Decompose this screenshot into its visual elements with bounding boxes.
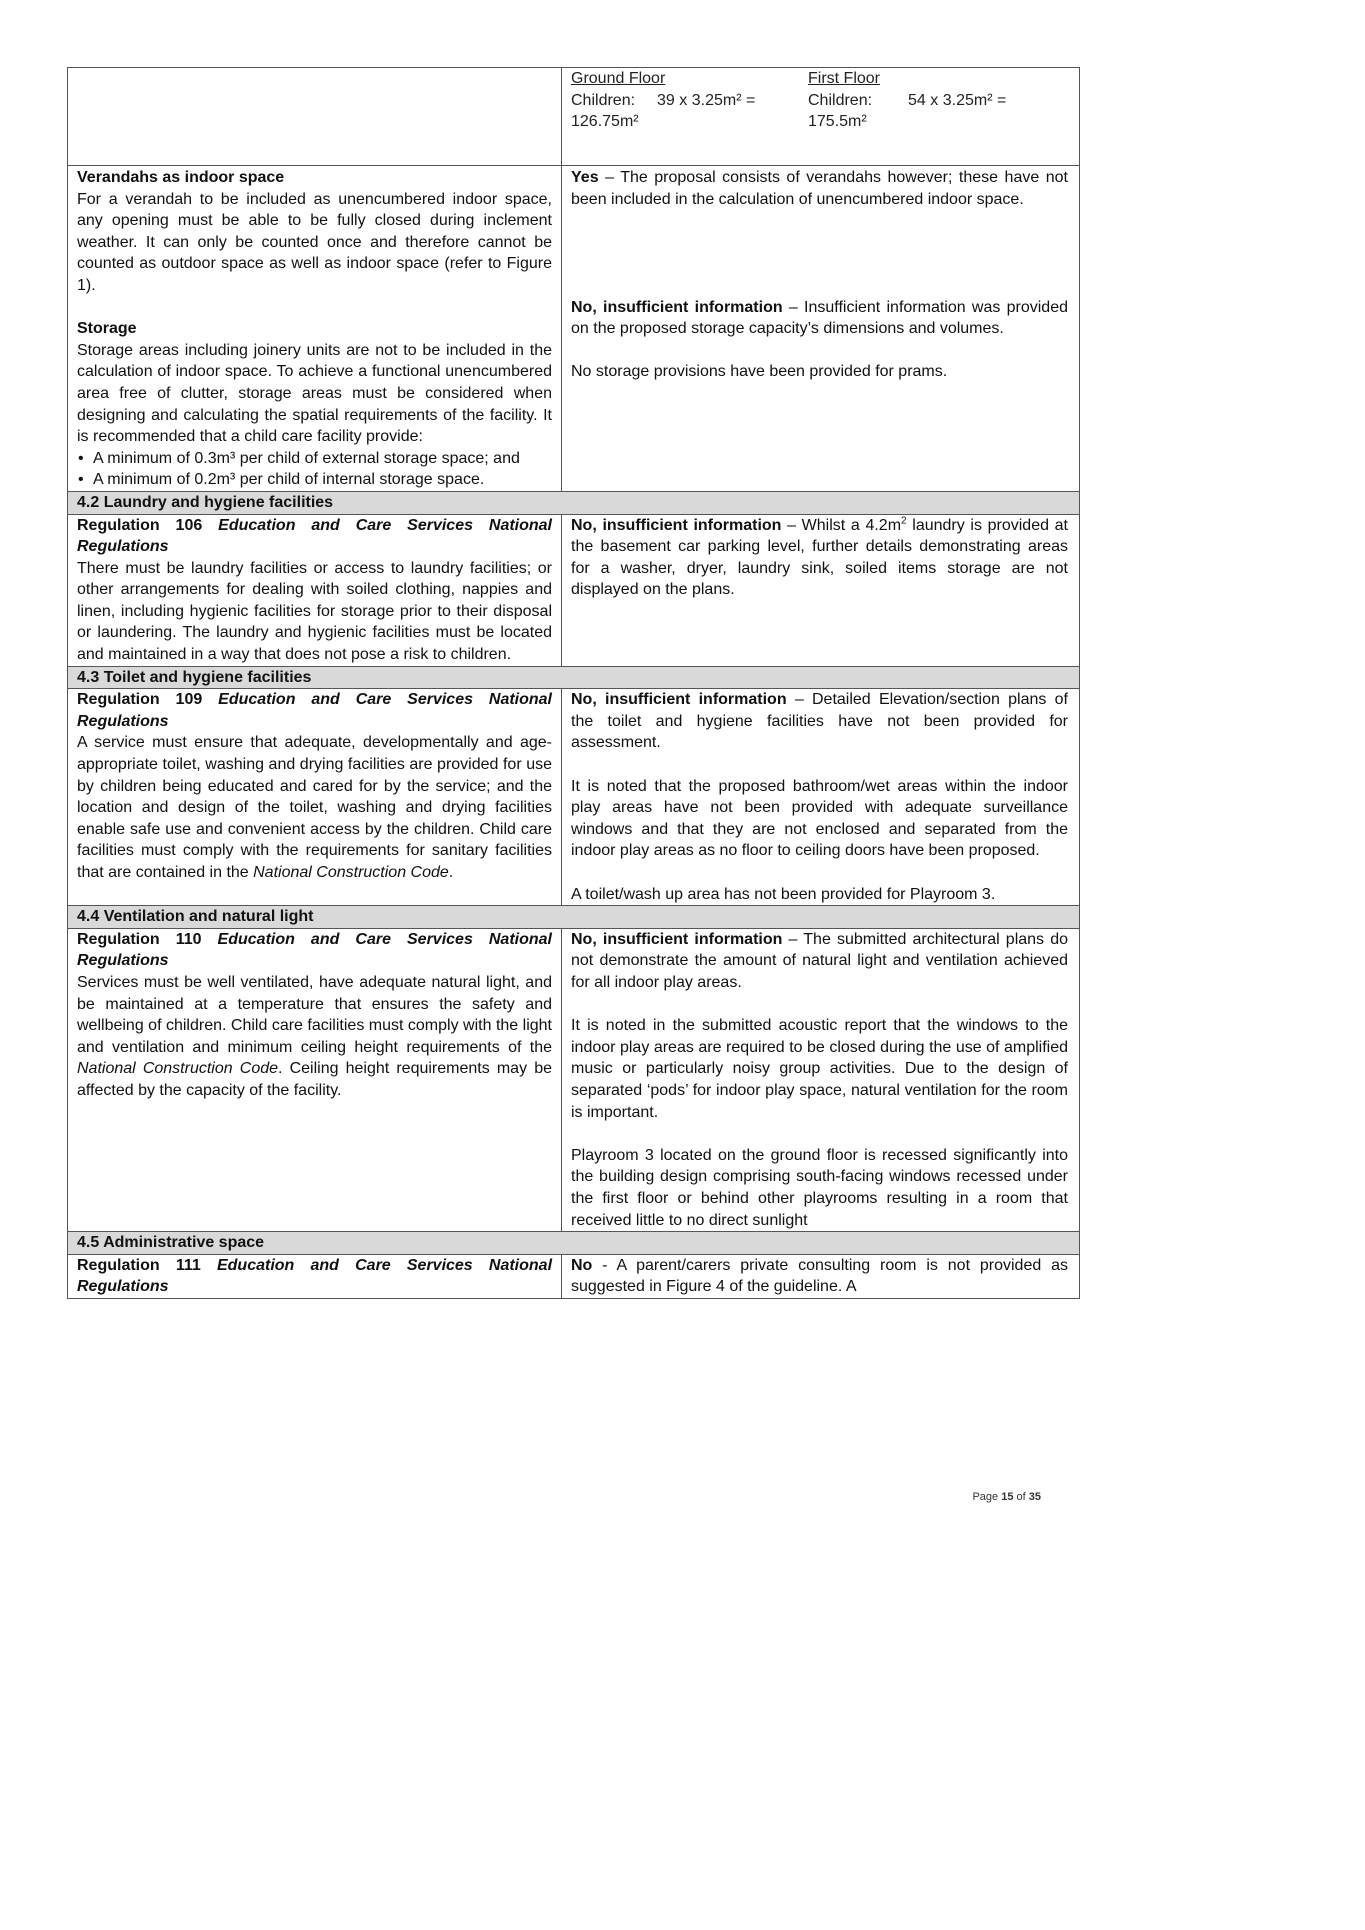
administrative-response-lead: No bbox=[571, 1256, 593, 1274]
ground-floor-calc: 39 x 3.25m² = bbox=[657, 91, 756, 109]
regulation-106-prefix: Regulation 106 bbox=[77, 516, 219, 534]
storage-text: Storage areas including joinery units are not to be included in the calculation of indoor space. To achieve a functional unencumbered area free of clutter, storage areas must be considered when designing and calculating the spatial requirements of the facility. It is recommended that a child care facility provide: bbox=[77, 341, 552, 446]
administrative-response: - A parent/carers private consulting room is not provided as suggested in Figure 4 of the guideline. A bbox=[571, 1256, 1068, 1296]
verandahs-text: For a verandah to be included as unencumbered indoor space, any opening must be able to be fully closed during inclement weather. It can only be counted once and therefore cannot be counted as outdoor space as well as indoor space (refer to Figure 1). bbox=[77, 190, 552, 294]
regulation-109-prefix: Regulation 109 bbox=[77, 691, 219, 709]
ventilation-text-a: Services must be well ventilated, have adequate natural light, and be maintained at a temperature that ensures the safety and wellbeing of children. Child care facilities must comply with the light and ventilation and minimum ceiling height requirements of the bbox=[77, 973, 552, 1056]
laundry-response-a: – Whilst a 4.2m bbox=[781, 516, 902, 534]
ventilation-response-3: Playroom 3 located on the ground floor is recessed significantly into the building design comprising south-facing windows recessed under the first floor or behind other playrooms resulting in a room that received little to no direct sunlight bbox=[571, 1146, 1068, 1229]
ventilation-response bbox=[562, 928, 1080, 1231]
section-heading-4-3: 4.3 Toilet and hygiene facilities bbox=[68, 666, 1080, 689]
ground-floor-heading: Ground Floor bbox=[571, 70, 666, 87]
section-heading-4-2: 4.2 Laundry and hygiene facilities bbox=[68, 491, 1080, 514]
storage-bullet-list bbox=[77, 448, 552, 491]
verandahs-storage-requirement bbox=[68, 166, 562, 492]
section-heading-4-4: 4.4 Ventilation and natural light bbox=[68, 906, 1080, 929]
document-page bbox=[67, 67, 1069, 1299]
toilet-response: – Detailed Elevation/section plans of the toilet and hygiene facilities have not been provided for assessment. bbox=[571, 691, 1068, 752]
ground-floor-children-label: Children: bbox=[571, 91, 636, 109]
section-heading-4-5: 4.5 Administrative space bbox=[68, 1232, 1080, 1255]
regulation-111-name: Education and Care Services National Regulations bbox=[77, 1256, 553, 1296]
verandahs-storage-response bbox=[562, 166, 1080, 492]
verandahs-response-lead: Yes bbox=[571, 169, 599, 186]
toilet-response-lead: No, insufficient information bbox=[571, 691, 787, 709]
regulation-106-name: Education and Care Services National Regulations bbox=[77, 516, 553, 556]
toilet-text-a: A service must ensure that adequate, developmentally and age-appropriate toilet, washing and drying facilities are provided for use by children being educated and cared for by the service; and the location and design of the toilet, washing and drying facilities enable safe use and convenient access by the children. Child care facilities must comply with the requirements for sanitary facilities that are contained in the bbox=[77, 734, 552, 881]
ventilation-response: – The submitted architectural plans do not demonstrate the amount of natural light and ventilation achieved for all indoor play areas. bbox=[571, 930, 1068, 991]
ventilation-response-lead: No, insufficient information bbox=[571, 930, 783, 948]
ventilation-requirement bbox=[68, 928, 562, 1231]
storage-bullet: • A minimum of 0.3m³ per child of external storage space; and bbox=[93, 448, 552, 470]
empty-cell bbox=[68, 68, 562, 166]
toilet-response-3: A toilet/wash up area has not been provided for Playroom 3. bbox=[571, 885, 996, 903]
toilet-requirement bbox=[68, 689, 562, 906]
first-floor-heading: First Floor bbox=[808, 70, 880, 87]
laundry-requirement bbox=[68, 514, 562, 666]
first-floor-children-label: Children: bbox=[808, 91, 873, 109]
laundry-response-b: laundry is provided at the basement car parking level, further details demonstrating areas for a washer, dryer, laundry sink, soiled items storage are not displayed on the plans. bbox=[571, 516, 1069, 599]
storage-response: – Insufficient information was provided on the proposed storage capacity’s dimensions and volumes. bbox=[571, 298, 1068, 338]
laundry-response-lead: No, insufficient information bbox=[571, 516, 782, 534]
storage-title: Storage bbox=[77, 320, 137, 338]
toilet-text-b: . bbox=[448, 864, 454, 881]
regulation-111-prefix: Regulation 111 bbox=[77, 1256, 217, 1274]
regulation-110-name: Education and Care Services National Regulations bbox=[77, 930, 552, 970]
ground-floor-result: 126.75m² bbox=[571, 113, 639, 131]
ventilation-text-b: . Ceiling height requirements may be affected by the capacity of the facility. bbox=[77, 1060, 553, 1099]
regulation-110-prefix: Regulation 110 bbox=[77, 930, 218, 948]
floor-calculation-cell bbox=[562, 68, 1080, 166]
administrative-response bbox=[562, 1254, 1080, 1298]
ground-floor-block bbox=[571, 68, 808, 133]
first-floor-result: 175.5m² bbox=[808, 113, 867, 131]
regulation-109-name: Education and Care Services National Regulations bbox=[77, 691, 553, 730]
toilet-response bbox=[562, 689, 1080, 906]
verandahs-response: – The proposal consists of verandahs however; these have not been included in the calculation of unencumbered indoor space. bbox=[571, 169, 1068, 208]
verandahs-title: Verandahs as indoor space bbox=[77, 169, 285, 186]
storage-response-lead: No, insufficient information bbox=[571, 298, 783, 316]
page-footer: Page 15 of 35 bbox=[972, 1491, 1041, 1503]
page-number: 15 bbox=[1001, 1491, 1014, 1503]
first-floor-calc: 54 x 3.25m² = bbox=[908, 91, 1007, 109]
toilet-text-italic: National Construction Code bbox=[253, 864, 449, 881]
ventilation-text-italic: National Construction Code bbox=[77, 1060, 279, 1078]
ventilation-response-2: It is noted in the submitted acoustic report that the windows to the indoor play areas are required to be closed during the use of amplified music or particularly noisy group activities. Due to the design of separated ‘pods’ for indoor play space, natural ventilation for the room is important. bbox=[571, 1017, 1068, 1121]
laundry-text: There must be laundry facilities or access to laundry facilities; or other arrangements for dealing with soiled clothing, nappies and linen, including hygienic facilities for storage prior to their disposal or laundering. The laundry and hygienic facilities must be located and maintained in a way that does not pose a risk to children. bbox=[77, 559, 552, 664]
storage-bullet: • A minimum of 0.2m³ per child of internal storage space. bbox=[93, 469, 552, 491]
compliance-table bbox=[67, 67, 1080, 1299]
storage-response-2: No storage provisions have been provided for prams. bbox=[571, 363, 948, 381]
laundry-response-sup: 2 bbox=[901, 515, 907, 527]
first-floor-block bbox=[808, 68, 1036, 133]
page-total: 35 bbox=[1028, 1491, 1041, 1503]
laundry-response bbox=[562, 514, 1080, 666]
administrative-requirement bbox=[68, 1254, 562, 1298]
toilet-response-2: It is noted that the proposed bathroom/wet areas within the indoor play areas have not been provided with adequate surveillance windows and that they are not enclosed and separated from the indoor play areas as no floor to ceiling doors have been proposed. bbox=[571, 777, 1068, 860]
